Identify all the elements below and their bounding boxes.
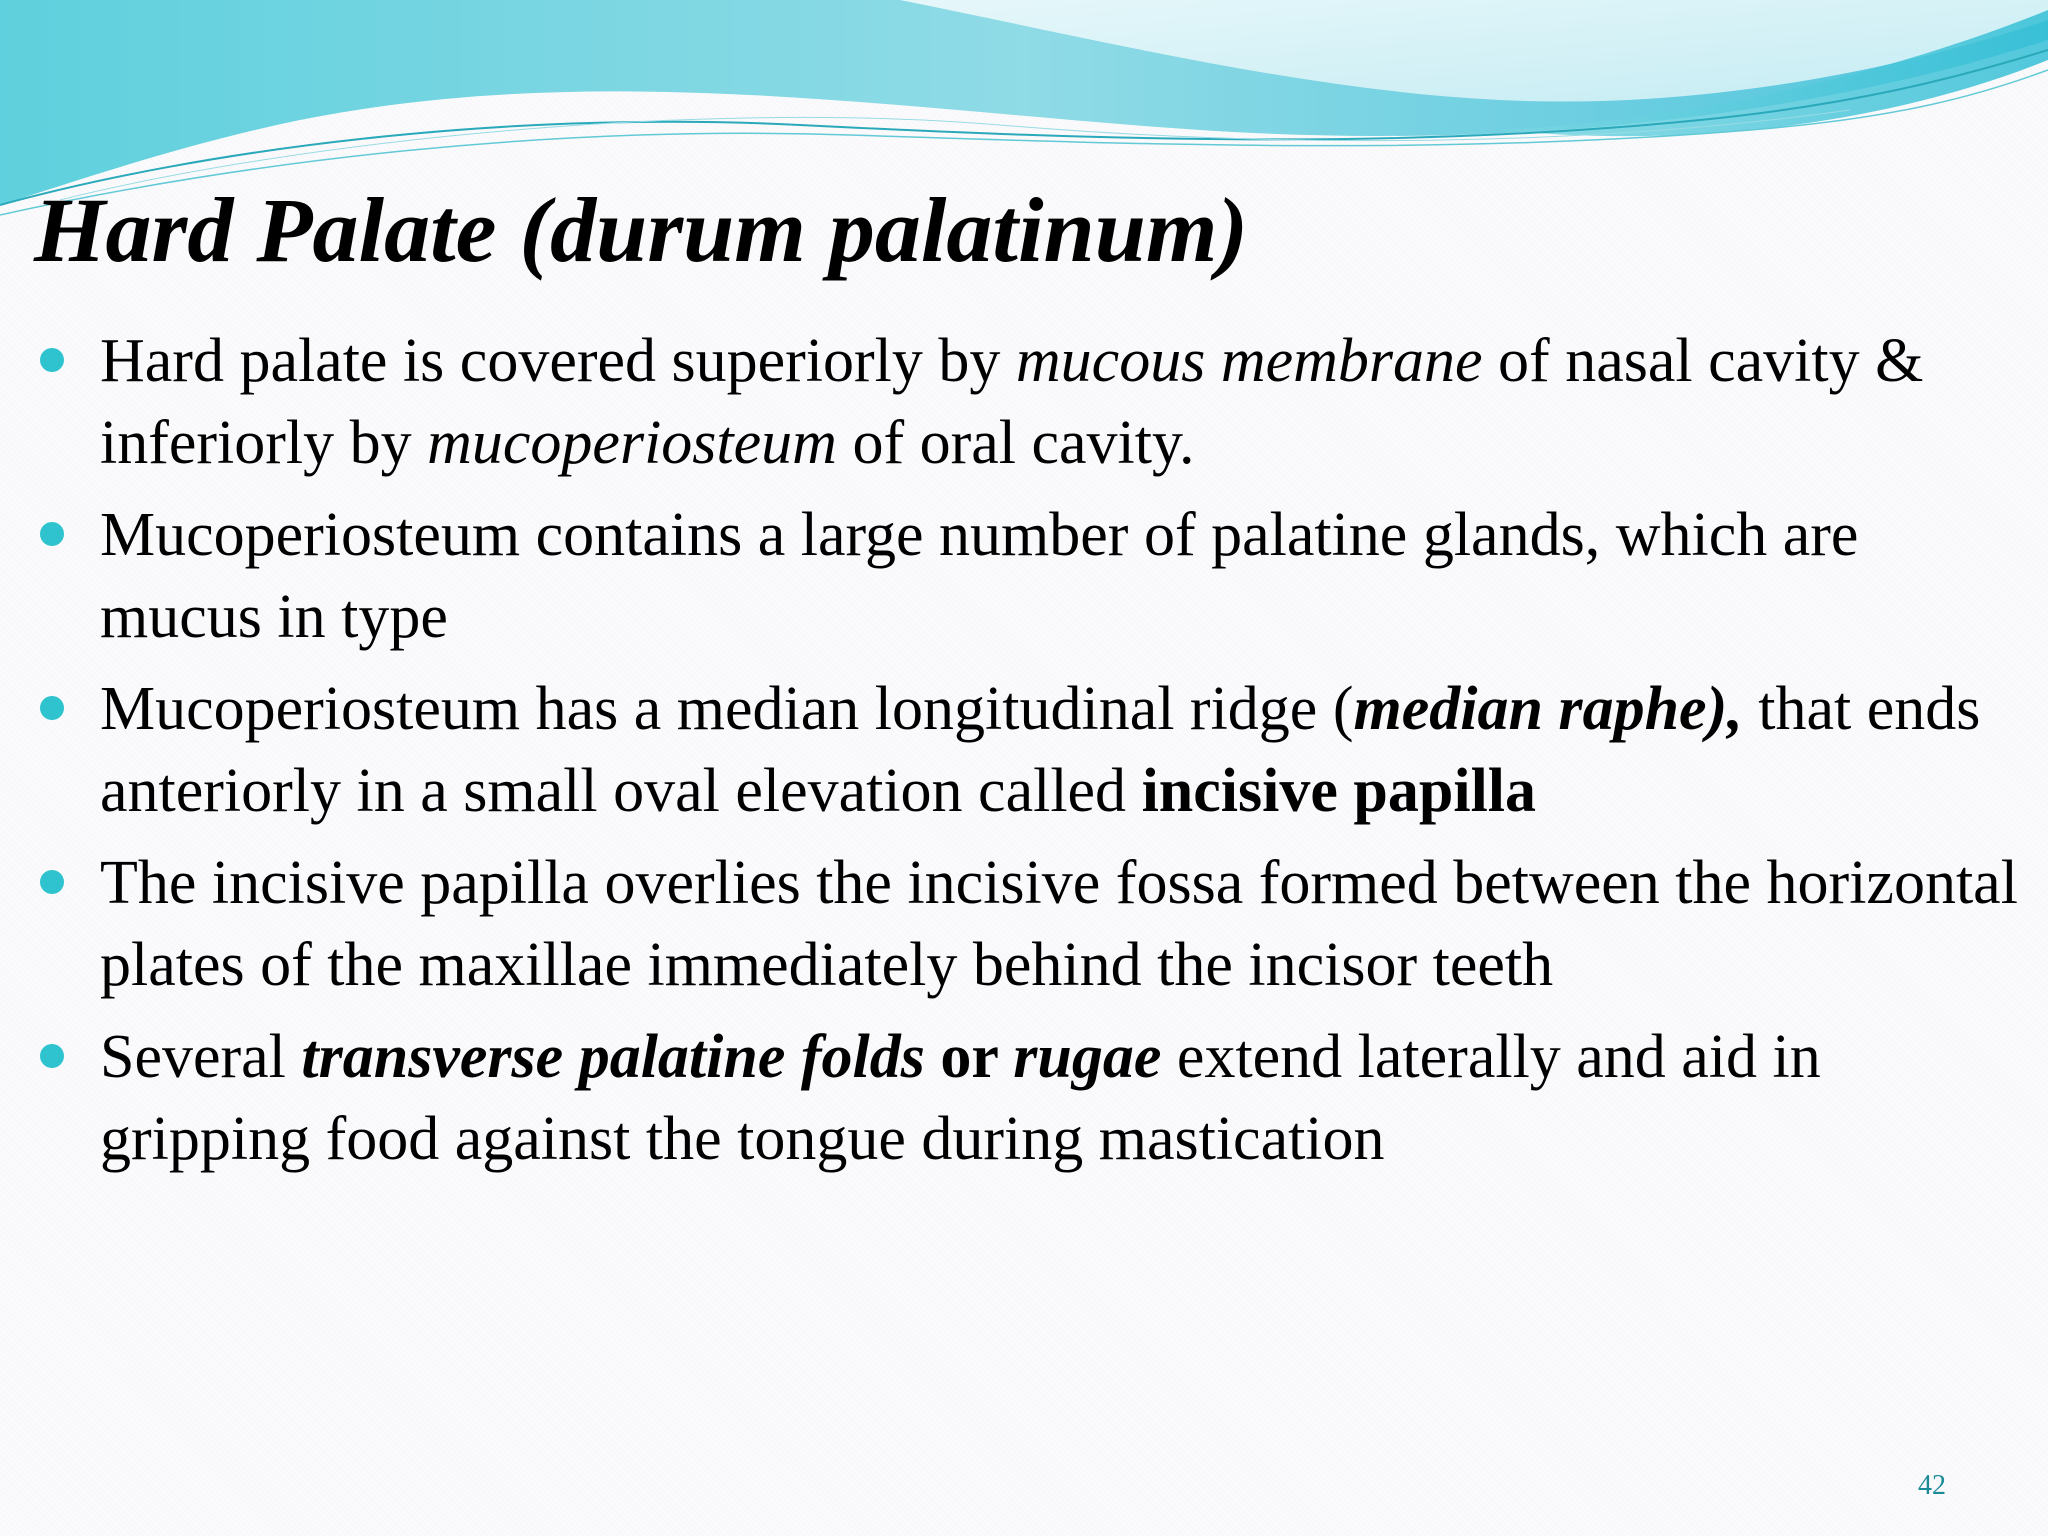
bullet-text-segment: or (924, 1023, 1014, 1091)
bullet-text-segment: median raphe), (1353, 675, 1743, 743)
bullet-item (40, 1016, 2030, 1180)
bullet-dot-icon (40, 696, 64, 720)
bullet-item (40, 320, 2030, 484)
bullet-text-segment: extend laterally and aid in gripping food against the tongue during mastication (100, 1023, 1821, 1173)
bullet-text-segment: mucoperiosteum (427, 409, 837, 477)
bullet-dot-icon (40, 1044, 64, 1068)
bullet-text-segment: The incisive papilla overlies the incisive fossa formed between the horizontal plates of the maxillae immediately behind the incisor teeth (100, 849, 2018, 999)
bullet-item (40, 494, 2030, 658)
page-number: 42 (1918, 1470, 1946, 1501)
bullet-dot-icon (40, 522, 64, 546)
bullet-text-segment: Mucoperiosteum contains a large number of palatine glands, which are mucus in type (100, 501, 1859, 651)
bullet-item (40, 668, 2030, 832)
bullet-list (40, 320, 2030, 1190)
bullet-text-segment: of oral cavity. (836, 409, 1195, 477)
bullet-dot-icon (40, 348, 64, 372)
bullet-text-segment: Hard palate is covered superiorly by (100, 327, 1016, 395)
bullet-text-segment: incisive papilla (1141, 757, 1537, 825)
bullet-text-segment: rugae (1013, 1023, 1162, 1091)
bullet-text-segment: Mucoperiosteum has a median longitudinal ridge ( (100, 675, 1354, 743)
bullet-dot-icon (40, 870, 64, 894)
bullet-text-segment: of nasal cavity & inferiorly by (100, 327, 1924, 477)
bullet-text-segment: that ends anteriorly in a small oval elevation called (100, 675, 1981, 825)
slide-title: Hard Palate (durum palatinum) (34, 179, 1249, 281)
bullet-text-segment: transverse palatine folds (301, 1023, 925, 1091)
bullet-text-segment: mucous membrane (1015, 327, 1483, 395)
bullet-text-segment: Several (100, 1023, 302, 1091)
bullet-item (40, 842, 2030, 1006)
